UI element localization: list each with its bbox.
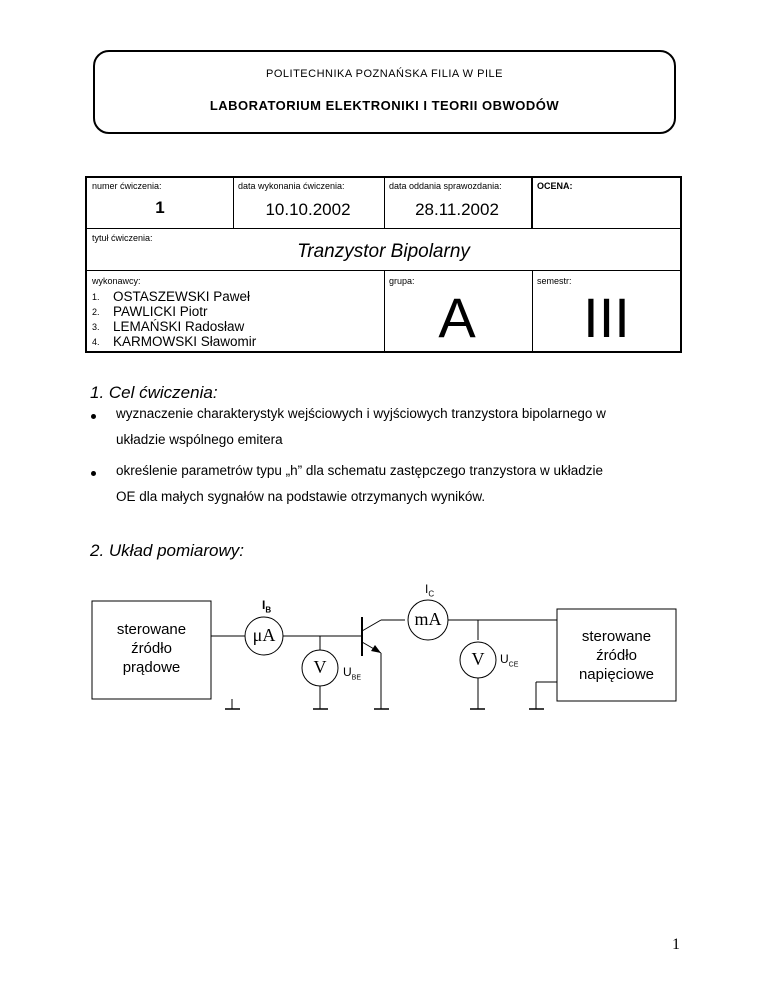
list-item: 2. PAWLICKI Piotr <box>92 304 208 319</box>
group-label: grupa: <box>389 276 415 286</box>
bullet1-line2: układzie wspólnego emitera <box>116 432 283 447</box>
list-item: 4. KARMOWSKI Sławomir <box>92 334 257 349</box>
current-source-label: sterowane źródło prądowe <box>116 621 187 676</box>
bullet2-line2: OE dla małych sygnałów na podstawie otrzymanych wyników. <box>116 489 486 504</box>
section1-heading: 1. Cel ćwiczenia: <box>90 383 218 402</box>
voltmeter-be-label: V <box>313 657 327 677</box>
section2-heading: 2. Układ pomiarowy: <box>90 541 245 560</box>
bullet2-line1: określenie parametrów typu „h” dla schematu zastępczego tranzystora w układzie <box>116 463 603 478</box>
exercise-number: 1 <box>155 198 165 217</box>
page-number: 1 <box>672 936 680 953</box>
laboratory-name: LABORATORIUM ELEKTRONIKI I TEORII OBWODÓW <box>209 98 560 113</box>
date-submitted: 28.11.2002 <box>415 200 499 219</box>
date-done-label: data wykonania ćwiczenia: <box>238 181 345 191</box>
ib-label: $I_B$ <box>262 598 272 615</box>
date-done: 10.10.2002 <box>265 200 351 219</box>
list-item: 1. OSTASZEWSKI Paweł <box>92 289 251 304</box>
grade-label: OCENA: <box>537 181 573 191</box>
bullet1-line1: wyznaczenie charakterystyk wejściowych i wyjściowych tranzystora bipolarnego w <box>116 406 606 421</box>
group-value: A <box>438 286 476 349</box>
authors-label: wykonawcy: <box>92 276 141 286</box>
institution-name: POLITECHNIKA POZNAŃSKA FILIA W PILE <box>266 68 503 80</box>
exercise-title: Tranzystor Bipolarny <box>297 241 470 262</box>
list-item: 3. LEMAŃSKI Radosław <box>92 319 245 334</box>
uce-label: $U_{CE}$ <box>500 652 519 669</box>
voltage-source-label: sterowane źródło napięciowe <box>578 628 655 683</box>
semester-value: III <box>583 286 630 349</box>
exercise-number-label: numer ćwiczenia: <box>92 181 162 191</box>
ube-label: $U_{BE}$ <box>343 665 362 682</box>
date-submitted-label: data oddania sprawozdania: <box>389 181 502 191</box>
microammeter-label: μA <box>252 625 276 645</box>
title-label: tytuł ćwiczenia: <box>92 233 153 243</box>
ic-label: $I_C$ <box>425 582 435 599</box>
voltmeter-ce-label: V <box>471 649 485 669</box>
milliammeter-label: mA <box>414 609 442 629</box>
semester-label: semestr: <box>537 276 572 286</box>
emitter-arrow-icon <box>371 645 381 653</box>
